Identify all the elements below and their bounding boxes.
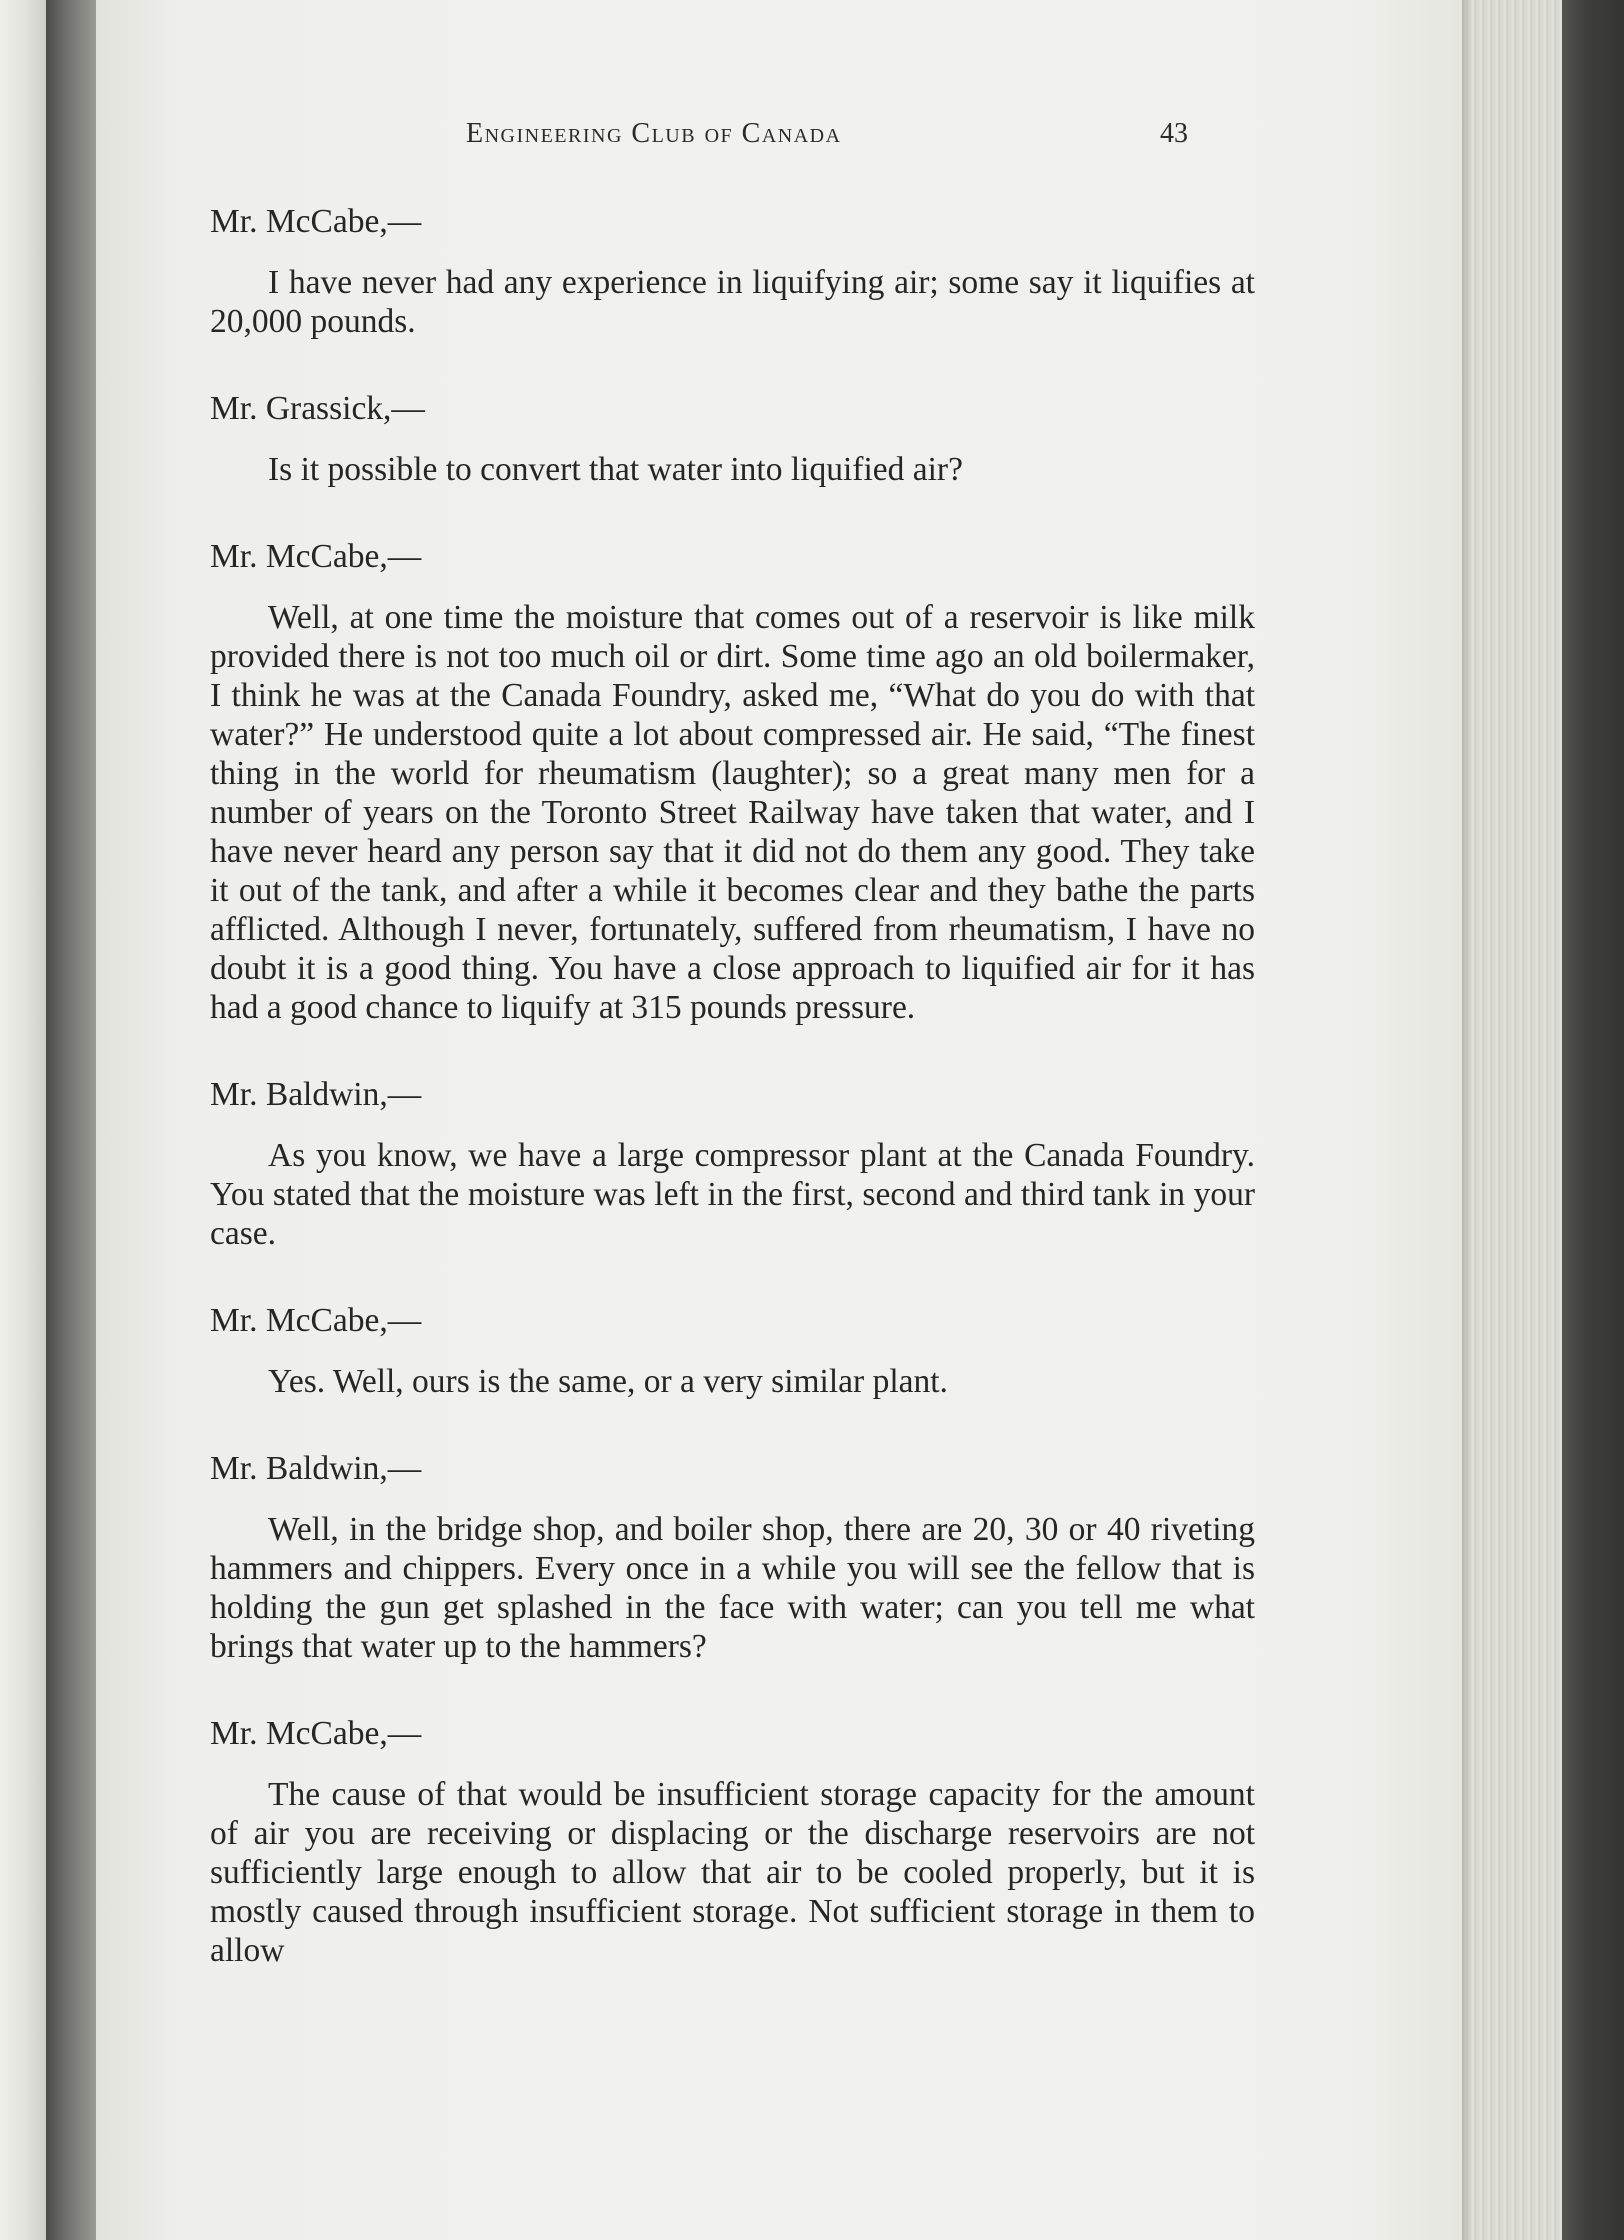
speaker-remark: Is it possible to convert that water into liquified air? <box>268 451 963 488</box>
previous-page-edge <box>0 0 46 2240</box>
speaker-label: Mr. Baldwin,— <box>210 1076 422 1113</box>
running-head <box>0 118 1624 158</box>
speaker-label: Mr. Baldwin,— <box>210 1450 422 1487</box>
speaker-label: Mr. McCabe,— <box>210 1302 422 1339</box>
page-edge-shadow <box>1462 0 1472 2240</box>
speaker-remark: Yes. Well, ours is the same, or a very similar plant. <box>268 1363 948 1400</box>
book-cover <box>1562 0 1624 2240</box>
running-head-title: Engineering Club of Canada <box>466 118 842 149</box>
speaker-label: Mr. McCabe,— <box>210 1715 422 1752</box>
speaker-remark: Well, in the bridge shop, and boiler shop, there are 20, 30 or 40 riveting hammers and chippers. Every once in a while you will see the fellow that is holding the gun get splashed in the face with water; can you tell me what brings that water up to the hammers? <box>210 1511 1255 1665</box>
page-number: 43 <box>1160 118 1188 149</box>
speaker-remark: I have never had any experience in liquifying air; some say it liquifies at 20,000 pounds. <box>210 264 1255 340</box>
page-stack-edge <box>1462 0 1562 2240</box>
speaker-label: Mr. Grassick,— <box>210 390 425 427</box>
speaker-remark: The cause of that would be insufficient storage capacity for the amount of air you are receiving or displacing or the discharge reservoirs are not sufficiently large enough to allow that air to be cooled properly, but it is mostly caused through insufficient storage. Not sufficient storage in them to allow <box>210 1776 1255 1969</box>
speaker-remark: As you know, we have a large compressor plant at the Canada Foundry. You stated that the moisture was left in the first, second and third tank in your case. <box>210 1137 1255 1252</box>
speaker-label: Mr. McCabe,— <box>210 538 422 575</box>
speaker-label: Mr. McCabe,— <box>210 203 422 240</box>
transcript-body <box>210 202 1255 2018</box>
speaker-remark: Well, at one time the moisture that comes out of a reservoir is like milk provided there is not too much oil or dirt. Some time ago an old boilermaker, I think he was at the Canada Foundry, asked me, “What do you do with that water?” He understood quite a lot about compressed air. He said, “The finest thing in the world for rheumatism (laughter); so a great many men for a number of years on the Toronto Street Railway have taken that water, and I have never heard any person say that it did not do them any good. They take it out of the tank, and after a while it becomes clear and they bathe the parts afflicted. Although I never, fortunately, suffered from rheumatism, I have no doubt it is a good thing. You have a close approach to liquified air for it has had a good chance to liquify at 315 pounds pressure. <box>210 599 1255 1026</box>
book-gutter <box>46 0 98 2240</box>
